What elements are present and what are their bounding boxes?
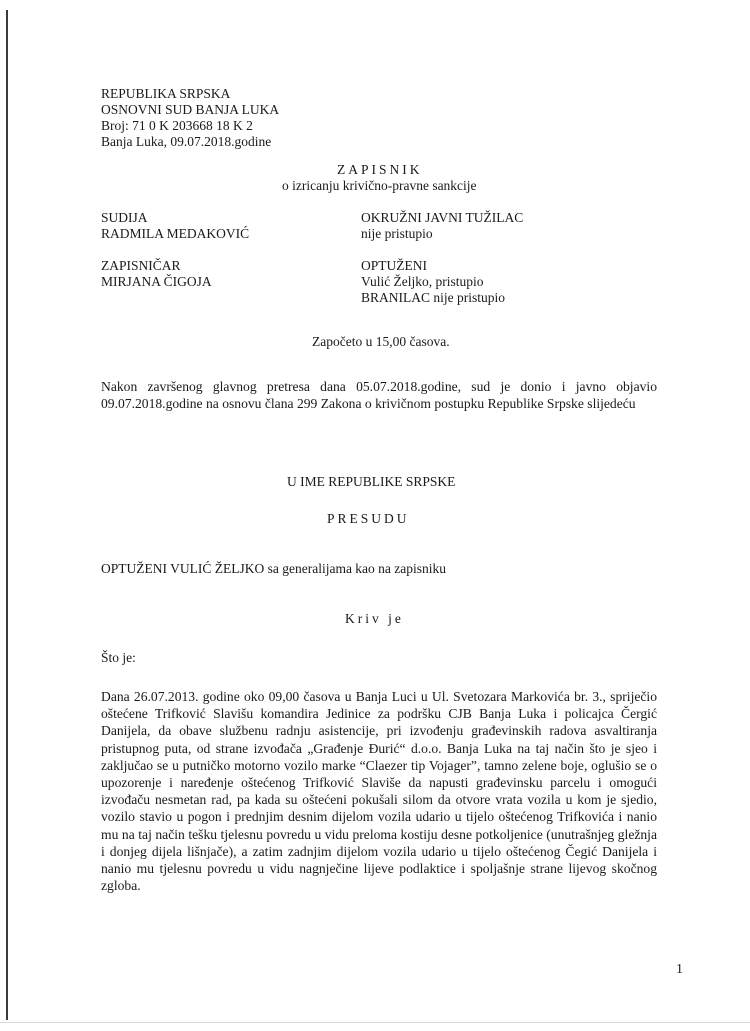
document-title: ZAPISNIK [337,162,423,177]
document-subtitle: o izricanju krivično-pravne sankcije [282,178,477,193]
accused-label: OPTUŽENI [361,258,427,273]
scan-edge-bottom [0,1022,750,1023]
defense-status: BRANILAC nije pristupio [361,290,505,305]
prosecutor-label: OKRUŽNI JAVNI TUŽILAC [361,210,524,225]
started-time: Započeto u 15,00 časova. [312,334,450,349]
page-number: 1 [676,962,683,977]
judge-name: RADMILA MEDAKOVIĆ [101,226,250,241]
facts-paragraph: Dana 26.07.2013. godine oko 09,00 časova u Banja Luci u Ul. Svetozara Markovića br. 3., spriječio oštećene Trifković Slavišu komandira Jedinice za podršku CJB Banja Luka i policajca Čergić Danijela, da obave službenu radnju asistencije, pri izvođenju građevinskih radova asvaltiranja pristupnog puta, od strane izvođača „Građenje Đurić“ d.o.o. Banja Luka na taj način što je sjeo i zaključao se u putničko motorno vozilo marke “Claezer tip Vojager”, tamno zelene boje, oglušio se o upozorenje i naređenje oštećenog Trifković Slaviše da napusti građevinsku parcelu i omogući izvođaču nesmetan rad, pa kada su oštećeni pokušali silom da otvore vrata vozila u kom je sjedio, vozilo stavio u pogon i prednjim desnim dijelom vozila udario u tijelo oštećenog Trifkovića i nanio mu na taj način tešku tjelesnu povredu u vidu preloma kostiju desne potkoljenice (unutrašnjeg gležnja i donjeg dijela lišnjače), a zatim zadnjim dijelom vozila udario u tijelo oštećenog Čegić Danijela i nanio mu tjelesnu povredu u vidu nagnječine lijeve podlaktice i spoljašnje strane lijevog skočnog zgloba. [101,689,657,894]
header-case-number: Broj: 71 0 K 203668 18 K 2 [101,118,253,133]
accused-line: OPTUŽENI VULIĆ ŽELJKO sa generalijama kao na zapisniku [101,561,447,576]
clerk-label: ZAPISNIČAR [101,258,181,273]
accused-status: Vulić Željko, pristupio [361,274,484,289]
header-court: OSNOVNI SUD BANJA LUKA [101,102,280,117]
header-republic: REPUBLIKA SRPSKA [101,86,231,101]
guilty-heading: Kriv je [345,611,404,626]
clerk-name: MIRJANA ČIGOJA [101,274,212,289]
verdict-heading: PRESUDU [327,511,410,526]
header-place-date: Banja Luka, 09.07.2018.godine [101,134,272,149]
judge-label: SUDIJA [101,210,148,225]
scan-edge [6,10,8,1020]
intro-paragraph: Nakon završenog glavnog pretresa dana 05.07.2018.godine, sud je donio i javno objavio 09.07.2018.godine na osnovu člana 299 Zakona o krivičnom postupku Republike Srpske slijedeću [101,379,657,411]
in-name-heading: U IME REPUBLIKE SRPSKE [287,474,456,489]
prosecutor-status: nije pristupio [361,226,433,241]
sto-je-label: Što je: [101,650,136,665]
